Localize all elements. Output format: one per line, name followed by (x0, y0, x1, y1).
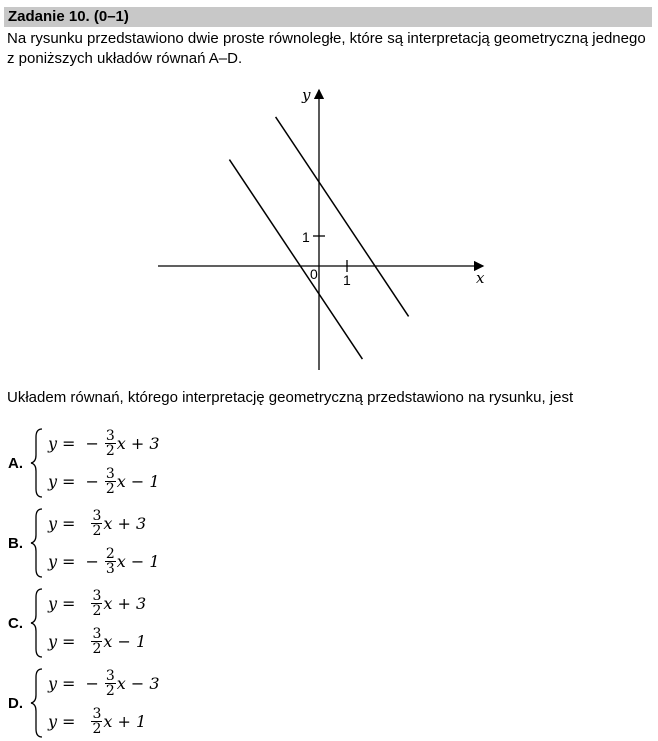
task-intro: Na rysunku przedstawiono dwie proste równoległe, które są interpretacją geometryczną jednego z poniższych układów równań A–D. (7, 30, 646, 67)
brace-icon (30, 667, 44, 739)
eq-equals: = (62, 433, 76, 453)
option-letter: B. (8, 535, 23, 552)
brace-icon (30, 427, 44, 499)
eq-fraction (91, 589, 102, 618)
equation (48, 667, 160, 699)
line-lower (229, 160, 362, 360)
eq-lhs: y (48, 471, 58, 491)
equation (48, 545, 160, 577)
eq-numerator: 2 (105, 545, 115, 562)
y-tick-label: 1 (302, 229, 310, 245)
axis-x-label: x (476, 269, 485, 287)
eq-fraction (91, 627, 102, 656)
eq-denominator: 2 (92, 720, 102, 737)
eq-fraction (105, 547, 116, 576)
answer-option[interactable] (8, 667, 308, 741)
equation (48, 507, 146, 539)
eq-rest: x − 3 (116, 673, 160, 693)
eq-denominator: 2 (105, 682, 115, 699)
equation (48, 465, 160, 497)
eq-denominator: 2 (105, 442, 115, 459)
eq-denominator: 2 (105, 480, 115, 497)
answer-option[interactable] (8, 587, 308, 661)
eq-fraction (91, 509, 102, 538)
equation (48, 587, 146, 619)
answer-option[interactable] (8, 507, 308, 581)
equation (48, 705, 146, 737)
eq-numerator: 3 (92, 625, 102, 642)
eq-equals: = (62, 673, 76, 693)
option-letter: C. (8, 615, 23, 632)
origin-label: 0 (310, 266, 318, 282)
eq-equals: = (62, 631, 76, 651)
eq-fraction (91, 707, 102, 736)
eq-rest: x + 1 (103, 711, 147, 731)
question-text: Układem równań, którego interpretację geometryczną przedstawiono na rysunku, jest (7, 389, 574, 406)
eq-denominator: 2 (92, 522, 102, 539)
answer-option[interactable] (8, 427, 308, 501)
eq-fraction (105, 429, 116, 458)
eq-equals: = (62, 513, 76, 533)
eq-lhs: y (48, 513, 58, 533)
eq-denominator: 2 (92, 602, 102, 619)
eq-numerator: 3 (92, 587, 102, 604)
eq-rest: x + 3 (103, 593, 147, 613)
option-letter: A. (8, 455, 23, 472)
eq-denominator: 2 (92, 640, 102, 657)
eq-numerator: 3 (105, 427, 115, 444)
eq-equals: = (62, 471, 76, 491)
axis-y-label: y (302, 86, 311, 104)
eq-sign: − (85, 433, 99, 453)
eq-sign: − (85, 673, 99, 693)
eq-equals: = (62, 593, 76, 613)
eq-numerator: 3 (105, 465, 115, 482)
brace-icon (30, 507, 44, 579)
x-tick-label: 1 (343, 272, 351, 288)
eq-rest: x + 3 (103, 513, 147, 533)
eq-sign: − (85, 551, 99, 571)
eq-equals: = (62, 711, 76, 731)
task-header (4, 7, 652, 27)
eq-numerator: 3 (105, 667, 115, 684)
eq-lhs: y (48, 631, 58, 651)
eq-lhs: y (48, 551, 58, 571)
eq-numerator: 3 (92, 705, 102, 722)
eq-numerator: 3 (92, 507, 102, 524)
eq-lhs: y (48, 711, 58, 731)
eq-lhs: y (48, 433, 58, 453)
eq-rest: x + 3 (116, 433, 160, 453)
graph (150, 80, 500, 380)
equation (48, 625, 146, 657)
eq-lhs: y (48, 593, 58, 613)
eq-rest: x − 1 (103, 631, 147, 651)
eq-lhs: y (48, 673, 58, 693)
brace-icon (30, 587, 44, 659)
eq-fraction (105, 467, 116, 496)
eq-rest: x − 1 (116, 471, 160, 491)
eq-fraction (105, 669, 116, 698)
option-letter: D. (8, 695, 23, 712)
eq-rest: x − 1 (116, 551, 160, 571)
eq-equals: = (62, 551, 76, 571)
eq-denominator: 3 (105, 560, 115, 577)
eq-sign: − (85, 471, 99, 491)
equation (48, 427, 160, 459)
task-title: Zadanie 10. (0–1) (8, 8, 129, 25)
